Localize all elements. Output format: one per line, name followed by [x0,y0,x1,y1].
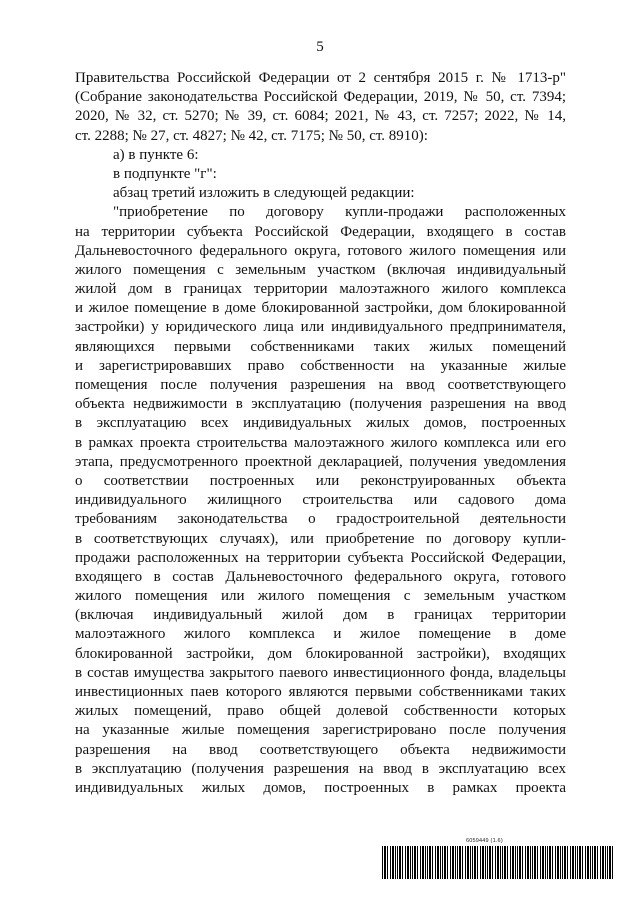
text-line: в состав имущества закрытого паевого инвестиционного фонда, владельцы [75,664,566,681]
text-line: на указанные жилые помещения зарегистрировано после получения [75,722,566,739]
text-line: являющихся первыми собственниками таких жилых помещений [75,338,566,355]
text-line: инвестиционных паев которого являются первыми собственниками таких [75,684,566,700]
text-line: индивидуальных жилых домов, построенных в рамках проекта [75,779,566,796]
text-line: индивидуального жилищного строительства или садового дома [75,492,566,509]
text-line: ст. 2288; № 27, ст. 4827; № 42, ст. 7175; № 50, ст. 8910): [75,127,428,144]
barcode-caption: 6059449 (1.6) [466,838,503,844]
text-line: и зарегистрировавших право собственности на указанные жилые [75,357,566,374]
text-line: продажи расположенных на территории субъекта Российской Федерации, [75,549,566,566]
text-line: требованиям законодательства о градостроительной деятельности [75,511,566,528]
barcode [382,846,615,879]
text-line: малоэтажного жилого комплекса и жилое помещение в доме [75,626,566,643]
text-line: жилого помещения или жилого помещения с земельным участком [75,588,566,605]
text-line: в соответствующих случаях), или приобретение по договору купли- [75,530,566,547]
text-line: о соответствии построенных или реконструированных объекта [75,472,566,489]
text-line: Дальневосточного федерального округа, готового жилого помещения или [75,242,566,259]
text-line: 2020, № 32, ст. 5270; № 39, ст. 6084; 2021, № 43, ст. 7257; 2022, № 14, [75,108,566,125]
text-line: объекта недвижимости в эксплуатацию (получения разрешения на ввод [75,396,566,413]
page-number: 5 [316,39,324,55]
text-line: в подпункте "г": [113,165,217,182]
text-line: в эксплуатацию (получения разрешения на ввод в эксплуатацию всех [75,760,566,777]
text-line: блокированной застройки, дом блокированной застройки), входящих [75,645,566,662]
text-line: помещения после получения разрешения на ввод соответствующего [75,377,566,393]
text-line: в рамках проекта строительства малоэтажного жилого комплекса или его [75,434,566,451]
text-line: (Собрание законодательства Российской Федерации, 2019, № 50, ст. 7394; [75,89,566,106]
text-line: жилого помещения с земельным участком (включая индивидуальный [75,261,566,278]
text-line: а) в пункте 6: [113,146,199,163]
text-line: на территории субъекта Российской Федерации, входящего в состав [75,223,566,240]
text-line: жилых помещений, право общей долевой собственности которых [75,703,566,720]
text-line: "приобретение по договору купли-продажи расположенных [113,204,566,221]
text-line: входящего в состав Дальневосточного федерального округа, готового [75,568,566,585]
text-line: застройки) у юридического лица или индивидуального предпринимателя, [75,319,566,336]
text-line: в эксплуатацию всех индивидуальных жилых домов, построенных [75,415,566,432]
text-line: разрешения на ввод соответствующего объекта недвижимости [75,741,566,758]
text-line: этапа, предусмотренного проектной декларацией, получения уведомления [75,453,566,470]
text-line: Правительства Российской Федерации от 2 сентября 2015 г. № 1713-р" [75,70,566,86]
text-line: абзац третий изложить в следующей редакции: [113,185,415,202]
text-line: жилой дом в границах территории малоэтажного жилого комплекса [75,281,566,298]
body-text [75,69,566,798]
text-line: и жилое помещение в доме блокированной застройки, дом блокированной [75,300,566,317]
text-line: (включая индивидуальный жилой дом в границах территории [75,607,566,624]
